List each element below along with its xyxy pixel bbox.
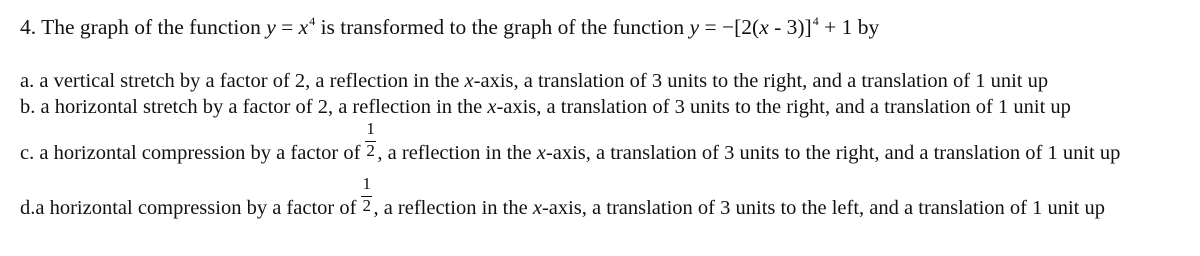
option-d-text-end: -axis, a translation of 3 units to the left, and a translation of 1 unit up (541, 197, 1105, 219)
option-c (20, 119, 1121, 164)
question-middle-text: is transformed to the graph of the function (315, 15, 690, 39)
function1-exponent: 4 (309, 14, 316, 28)
option-d-text-start: d.a horizontal compression by a factor of (20, 197, 357, 219)
option-b-axis: x (487, 96, 497, 118)
function2-rest: - 3)] (768, 15, 812, 39)
option-c-text-mid: , a reflection in the (377, 142, 537, 164)
option-a-text-start: a. a vertical stretch by a factor of 2, a reflection in the (20, 70, 465, 92)
option-c-text-start: c. a horizontal compression by a factor of (20, 142, 361, 164)
option-a (20, 71, 1048, 92)
function2-exponent: 4 (812, 14, 819, 28)
option-a-axis: x (464, 70, 474, 92)
function1-equals: = (275, 15, 299, 39)
option-c-fraction-denominator: 2 (366, 141, 375, 160)
option-d-fraction-numerator: 1 (362, 174, 371, 193)
function2-y: y (689, 15, 700, 39)
option-d-fraction (361, 174, 372, 215)
option-d-fraction-denominator: 2 (362, 196, 371, 215)
question-stem: The graph of the function (41, 15, 261, 39)
option-d-axis: x (532, 197, 542, 219)
option-c-fraction-numerator: 1 (366, 119, 375, 138)
function2-tail: + 1 by (818, 15, 880, 39)
option-d (20, 174, 1105, 219)
function1-y: y (266, 15, 276, 39)
option-d-text-mid: , a reflection in the (373, 197, 533, 219)
function1-x: x (298, 15, 309, 39)
function2-equals: = −[2( (699, 15, 760, 39)
question-number: 4. (20, 15, 37, 39)
option-b-text-end: -axis, a translation of 3 units to the right, and a translation of 1 unit up (496, 96, 1071, 118)
option-b-text-start: b. a horizontal stretch by a factor of 2, a reflection in the (20, 96, 488, 118)
function2-x: x (759, 15, 769, 39)
question-text (20, 14, 880, 39)
option-c-text-end: -axis, a translation of 3 units to the right, and a translation of 1 unit up (545, 142, 1121, 164)
option-b (20, 97, 1071, 118)
option-c-fraction (365, 119, 376, 160)
option-a-text-end: -axis, a translation of 3 units to the right, and a translation of 1 unit up (473, 70, 1049, 92)
option-c-axis: x (536, 142, 546, 164)
